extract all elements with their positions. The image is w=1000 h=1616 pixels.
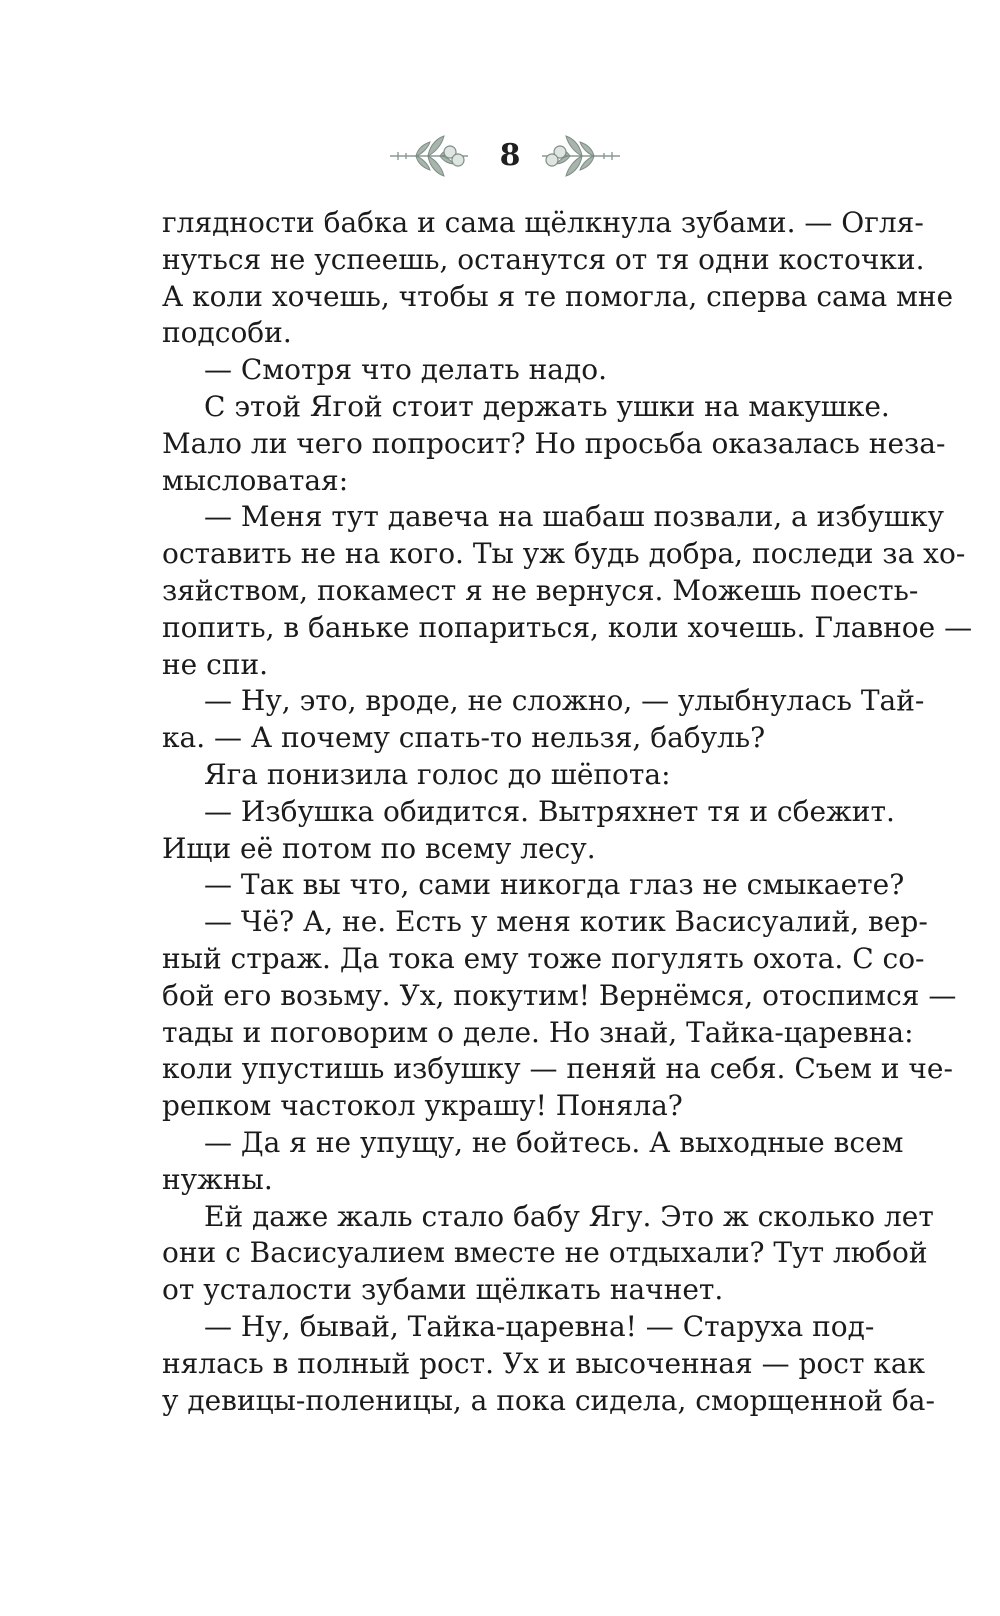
text-line: — Ну, бывай, Тайка-царевна! — Старуха под-	[204, 1309, 875, 1343]
text-line: — Избушка обидится. Вытряхнет тя и сбежит.	[204, 794, 895, 828]
text-line: — Так вы что, сами никогда глаз не смыкаете?	[204, 868, 905, 902]
text-line: — Смотря что делать надо.	[204, 353, 607, 387]
text-line: Яга понизила голос до шёпота:	[204, 757, 671, 791]
text-line: ка. — А почему спать-то нельзя, бабуль?	[162, 721, 766, 755]
text-line: Мало ли чего попросит? Но просьба оказалась неза-	[162, 426, 946, 460]
text-line: нуться не успеешь, останутся от тя одни косточки.	[162, 242, 925, 276]
left-branch-ornament-icon	[388, 128, 470, 184]
text-line: у девицы-поленицы, а пока сидела, сморщенной ба-	[162, 1383, 935, 1417]
text-line: от усталости зубами щёлкать начнет.	[162, 1273, 724, 1307]
text-line: Ищи её потом по всему лесу.	[162, 831, 596, 865]
text-line: А коли хочешь, чтобы я те помогла, сперва сама мне	[162, 279, 954, 313]
text-line: они с Васисуалием вместе не отдыхали? Тут любой	[162, 1236, 928, 1270]
text-line: — Меня тут давеча на шабаш позвали, а избушку	[204, 500, 944, 534]
text-line: Ей даже жаль стало бабу Ягу. Это ж сколько лет	[204, 1199, 934, 1233]
text-line: оставить не на кого. Ты уж будь добра, последи за хо-	[162, 537, 966, 571]
page-number: 8	[499, 138, 521, 173]
text-line: тады и поговорим о деле. Но знай, Тайка-царевна:	[162, 1015, 914, 1049]
text-line: бой его возьму. Ух, покутим! Вернёмся, отоспимся —	[162, 978, 957, 1012]
text-line: подсоби.	[162, 316, 292, 350]
text-line: мысловатая:	[162, 463, 349, 497]
body-text	[162, 205, 973, 1419]
page-header	[0, 128, 1000, 188]
text-line: зяйством, покамест я не вернуся. Можешь поесть-	[162, 573, 919, 607]
text-line: не спи.	[162, 647, 269, 681]
text-line: репком частокол украшу! Поняла?	[162, 1089, 683, 1123]
text-line: глядности бабка и сама щёлкнула зубами. — Огля-	[162, 206, 924, 239]
text-line: коли упустишь избушку — пеняй на себя. Съем и че-	[162, 1052, 953, 1086]
text-line: попить, в баньке попариться, коли хочешь. Главное —	[162, 610, 973, 644]
text-line: — Ну, это, вроде, не сложно, — улыбнулась Тай-	[204, 684, 925, 718]
text-line: — Чё? А, не. Есть у меня котик Васисуалий, вер-	[204, 905, 928, 939]
text-line: ный страж. Да тока ему тоже погулять охота. С со-	[162, 941, 925, 975]
text-line: нужны.	[162, 1162, 273, 1196]
right-branch-ornament-icon	[540, 128, 622, 184]
text-line: — Да я не упущу, не бойтесь. А выходные всем	[204, 1125, 904, 1159]
text-line: С этой Ягой стоит держать ушки на макушке.	[204, 389, 890, 423]
text-line: нялась в полный рост. Ух и высоченная — рост как	[162, 1346, 926, 1380]
